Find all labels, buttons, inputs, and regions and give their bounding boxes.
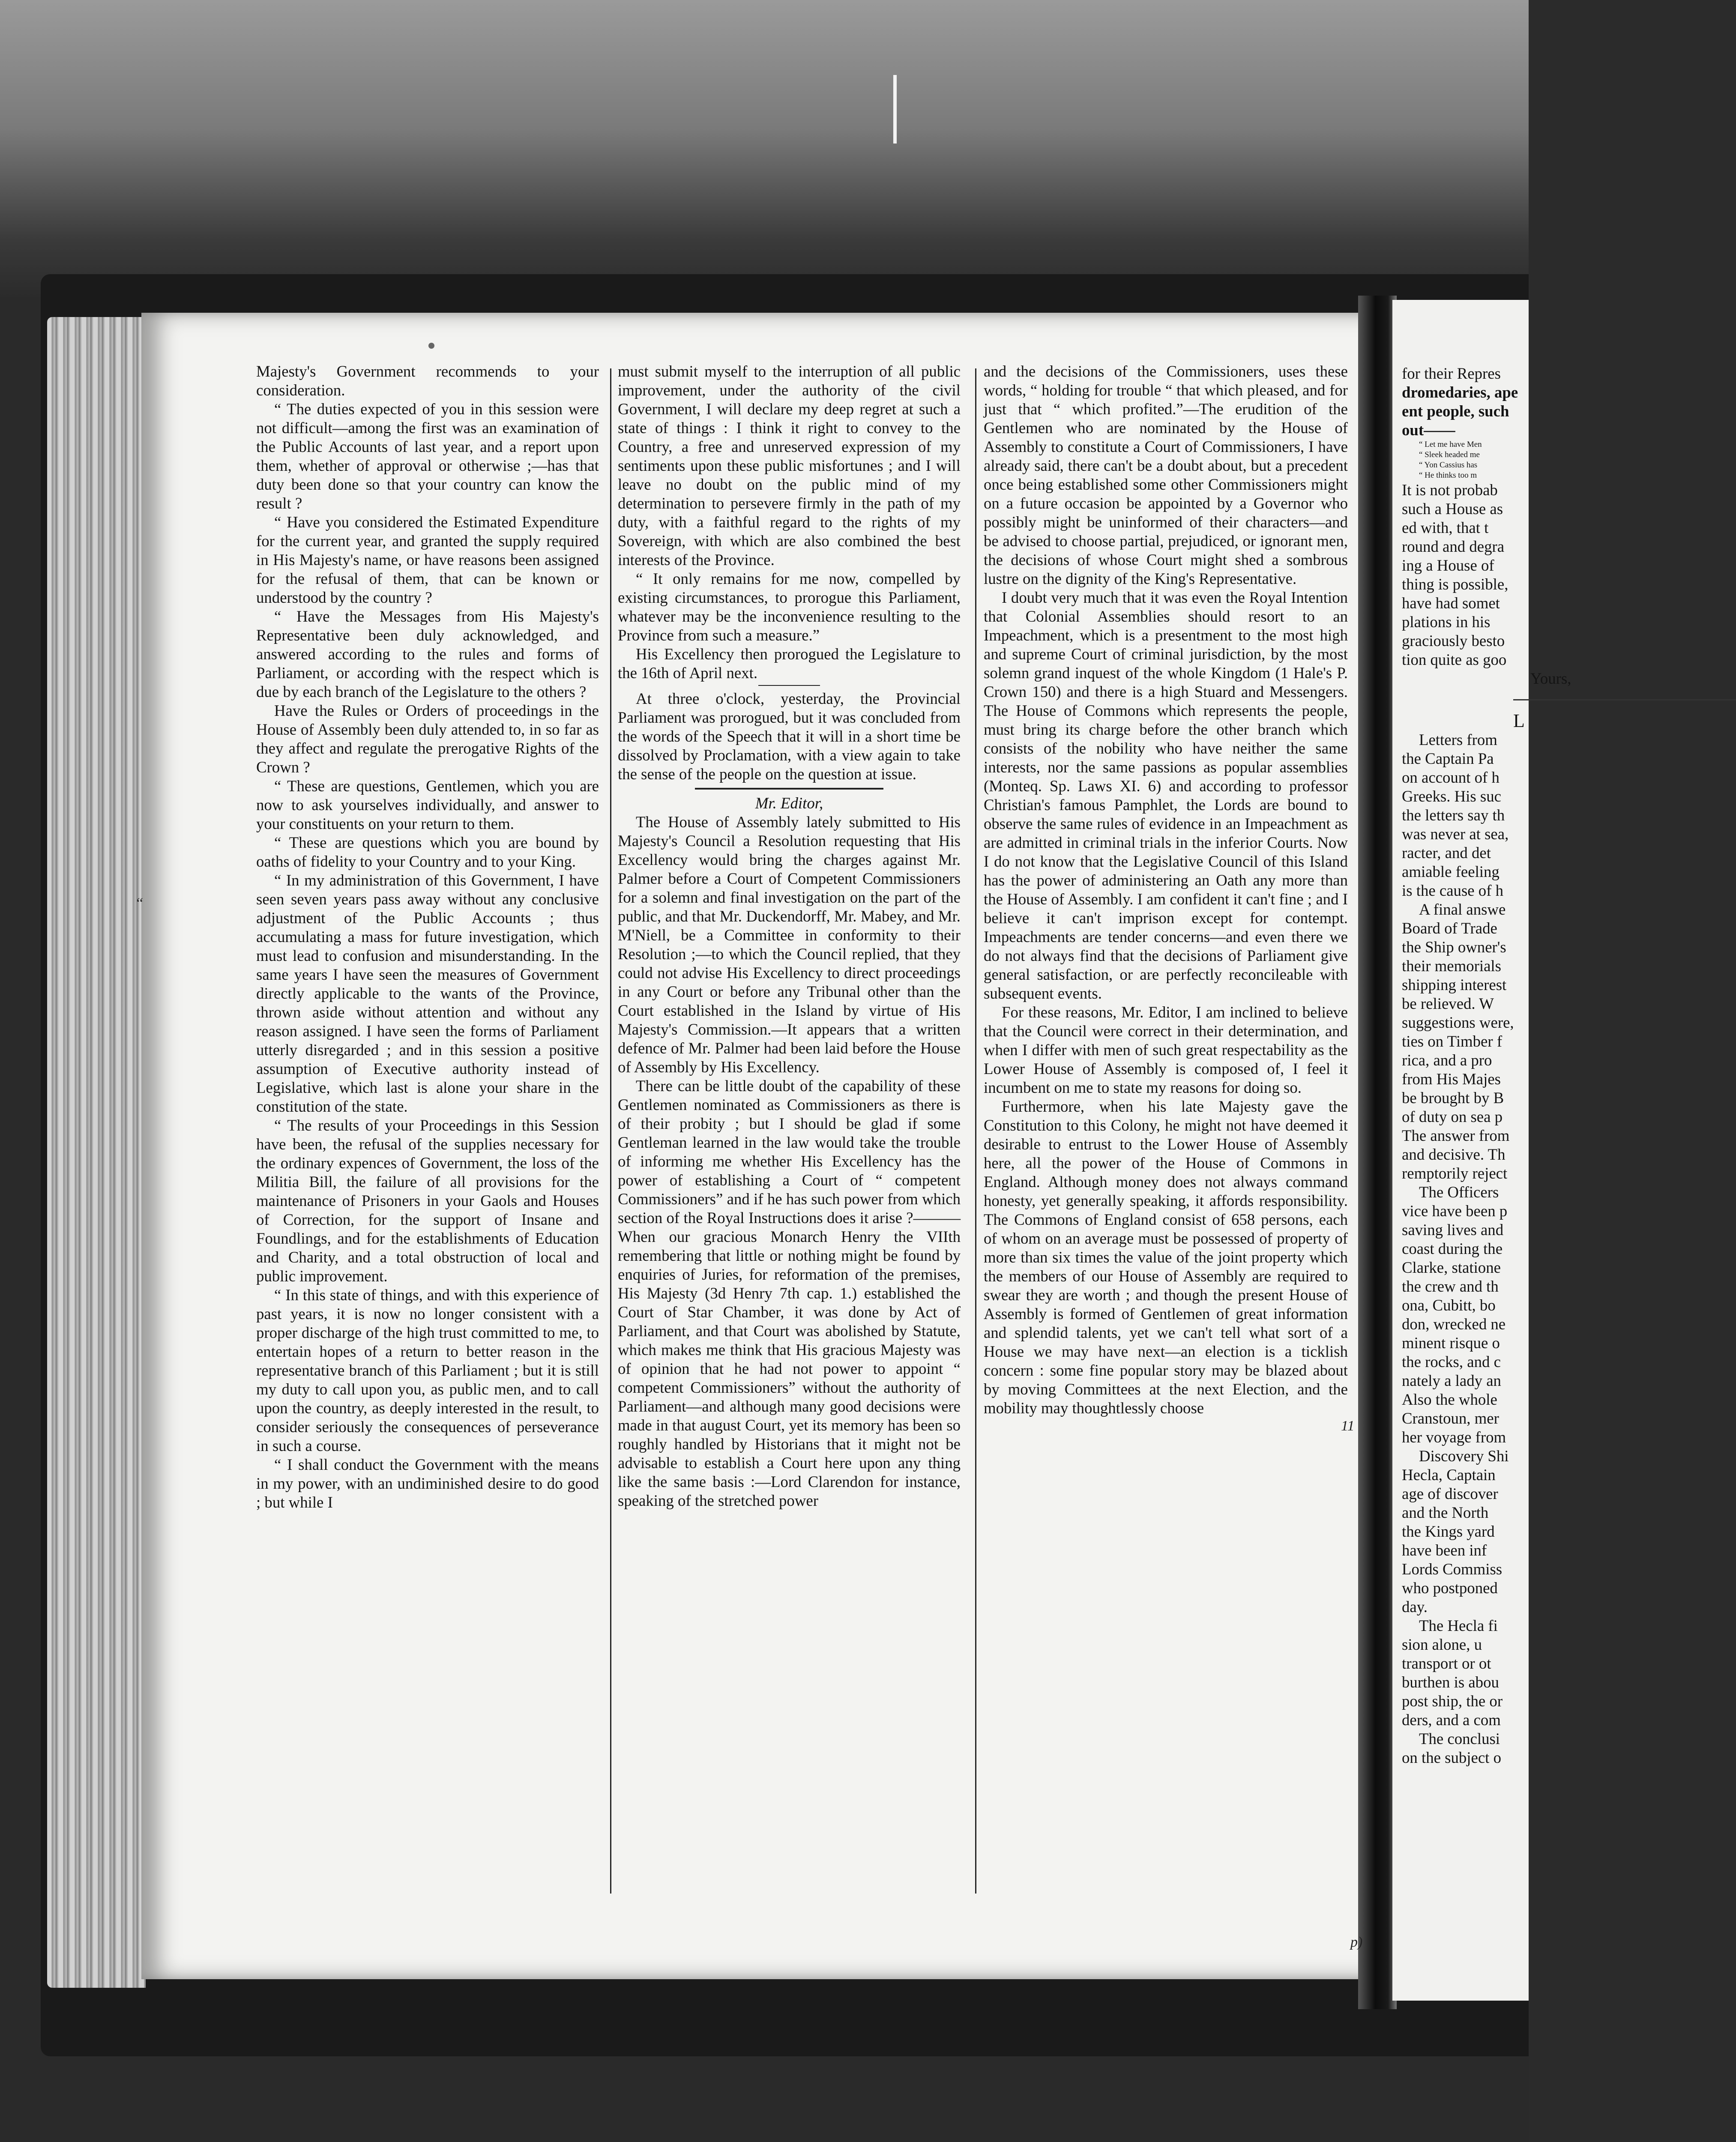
fragment-line: and the North — [1402, 1504, 1489, 1521]
fragment-line: was never at sea, — [1402, 825, 1509, 843]
fragment-line: minent risque o — [1402, 1334, 1500, 1352]
book-gutter — [1358, 296, 1397, 2009]
page-edges — [47, 317, 146, 1988]
paragraph: must submit myself to the interruption of all public improvement, under the authority of the civil Government, I will declare my deep regret at such a state of things : I think it right to convey to the Country, a free and unreserved expression of my sentiments upon these public misfortunes ; and I will leave no doubt on the public mind of my determination to persevere firmly in the path of my duty, with a faithful regard to the rights of my Sovereign, with which are also combined the best interests of the Province. — [618, 362, 961, 568]
fragment-line: transport or ot — [1402, 1654, 1491, 1672]
fragment-line: out—— — [1402, 421, 1455, 439]
fragment-line: have had somet — [1402, 594, 1500, 612]
fragment-line: such a House as — [1402, 500, 1503, 518]
text-column-3 — [984, 362, 1348, 1909]
fragment-line: the crew and th — [1402, 1277, 1499, 1295]
fragment-line: The answer from — [1402, 1127, 1510, 1144]
fragment-line: dromedaries, ape — [1402, 383, 1518, 401]
fragment-line: tion quite as goo — [1402, 651, 1507, 668]
fragment-line: Board of Trade — [1402, 919, 1497, 937]
paragraph: “ Have you considered the Estimated Expenditure for the current year, and granted the supply required in His Majesty's name, or have reasons been assigned for the refusal of them, that can be known or understood by the country ? — [256, 513, 599, 606]
fragment-line: Lords Commiss — [1402, 1560, 1503, 1578]
fragment-line: The Officers — [1419, 1183, 1499, 1201]
fragment-line: Discovery Shi — [1419, 1447, 1509, 1465]
letter-salutation: Mr. Editor, — [755, 794, 823, 812]
fragment-line: The Hecla fi — [1419, 1617, 1498, 1634]
fragment-line: post ship, the or — [1402, 1692, 1503, 1710]
fragment-line: be brought by B — [1402, 1089, 1504, 1107]
fragment-line: The conclusi — [1419, 1730, 1500, 1747]
paragraph: “ I shall conduct the Government with the means in my power, with an undiminished desire to do good ; but while I — [256, 1456, 599, 1511]
fragment-line: ders, and a com — [1402, 1711, 1501, 1729]
fragment-line: Cranstoun, mer — [1402, 1409, 1499, 1427]
text-column-1 — [256, 362, 599, 1909]
fragment-line: “ He thinks too m — [1419, 471, 1477, 480]
paragraph: Furthermore, when his late Majesty gave the Constitution to this Colony, he might not have deemed it desirable to entrust to the Lower House of Assembly here, all the power of the House of Commons in England. Although money does not always command honesty, yet generally speaking, it affords responsibility. The Commons of England consist of 658 persons, each of whom on an average must be possessed of property of more than six times the value of the joint property which the members of our House of Assembly are required to swear they are worth ; and though the present House of Assembly is formed of Gentlemen of great information and splendid talents, yet we can't tell what sort of a House we may have next—an election is a ticklish concern : some fine popular story may be blazed about by moving Committees at the next Election, and the mobility may thoughtlessly choose — [984, 1098, 1348, 1417]
paragraph: “ These are questions, Gentlemen, which you are now to ask yourselves individually, and answer to your constituents on your return to them. — [256, 777, 599, 832]
fragment-line: graciously besto — [1402, 632, 1505, 649]
fragment-line: her voyage from — [1402, 1428, 1506, 1446]
fragment-line: amiable feeling — [1402, 863, 1500, 880]
section-rule — [695, 788, 883, 790]
fragment-line: saving lives and — [1402, 1221, 1504, 1239]
section-rule — [1513, 699, 1736, 700]
fragment-line: on account of h — [1402, 769, 1500, 786]
paragraph: Have the Rules or Orders of proceedings in the House of Assembly been duly attended to, in so far as they affect and regulate the prerogative Rights of the Crown ? — [256, 702, 599, 776]
paragraph: There can be little doubt of the capability of these Gentlemen nominated as Commissioners as there is of their probity ; but I should be glad if some Gentleman learned in the law would take the trouble of informing me whether His Excellency has the power of establishing a Court of “ competent Commissioners” and if he has such power from which section of the Royal Instructions does it arise ?——— When our gracious Monarch Henry the VIIth remembering that little or nothing might be found by enquiries of Juries, for reformation of the premises, His Majesty (3d Henry 7th cap. 1.) established the Court of Star Chamber, it was done by Act of Parliament, and that Court was abolished by Statute, which makes me think that His gracious Majesty was of opinion that he had not power to appoint “ competent Commissioners” without the authority of Parliament—and although many good decisions were made in that august Court, yet its memory has been so roughly handled by Historians that it might not be advisable to establish a Court here upon any thing like the same basis :—Lord Clarendon for instance, speaking of the stretched power — [618, 1077, 961, 1509]
paragraph: “ In my administration of this Government, I have seen seven years pass away without any conclusive adjustment of the Public Accounts ; thus accumulating a mass for future investigation, which must lead to confusion and misunderstanding. In the same years I have seen the measures of Government directly applicable to the wants of the Province, thrown aside without attention and without any reason assigned. I have seen the forms of Parliament utterly disregarded ; and in this session a positive assumption of Executive authority instead of Legislative, which last is alone your share in the constitution of the state. — [256, 871, 599, 1115]
fragment-line: racter, and det — [1402, 844, 1491, 862]
fragment-line: for their Repres — [1402, 365, 1501, 382]
text-column-2 — [618, 362, 961, 1909]
fragment-line: burthen is abou — [1402, 1673, 1499, 1691]
fragment-line: Clarke, statione — [1402, 1259, 1501, 1276]
fragment-line: of duty on sea p — [1402, 1108, 1503, 1125]
fragment-line: age of discover — [1402, 1485, 1498, 1502]
fragment-line: ent people, such — [1402, 402, 1509, 420]
paragraph: and the decisions of the Commissioners, uses these words, “ holding for trouble “ that which pleased, and for just that “ which profited.”—The erudition of the Gentlemen who are nominated by the House of Assembly to constitute a Court of Commissioners, I have already said, there can't be a doubt about, but a precedent once being established some other Commissioners might on a future occasion be appointed by a Governor who possibly might be uninformed of their characters—and be advised to choose partial, prejudiced, or ignorant men, the decisions of whose Court might shed a sombrous lustre on the dignity of the King's Representative. — [984, 362, 1348, 587]
fragment-line: is the cause of h — [1402, 882, 1504, 899]
fragment-line: Yours, — [1530, 670, 1571, 687]
paragraph: At three o'clock, yesterday, the Provincial Parliament was prorogued, but it was concluded from the words of the Speech that it will in a short time be dissolved by Proclamation, with a view again to take the sense of the people on the question at issue. — [618, 690, 961, 783]
scan-mark — [893, 75, 897, 144]
facing-page-fragment — [1392, 300, 1571, 2001]
fragment-line: coast during the — [1402, 1240, 1503, 1257]
fragment-line: who postponed — [1402, 1579, 1498, 1597]
fragment-line: vice have been p — [1402, 1202, 1508, 1220]
fragment-line: the letters say th — [1402, 806, 1505, 824]
fragment-line: ed with, that t — [1402, 519, 1489, 536]
ink-spot — [428, 343, 434, 349]
fragment-line: round and degra — [1402, 538, 1505, 555]
fragment-line: “ Sleek headed me — [1419, 450, 1480, 459]
margin-mark: p) — [1350, 1934, 1363, 1950]
fragment-line: Hecla, Captain — [1402, 1466, 1496, 1484]
paragraph: “ It only remains for me now, compelled by existing circumstances, to prorogue this Parliament, whatever may be the inconvenience resulting to the Province from such a measure.” — [618, 570, 961, 644]
margin-mark: 11 — [1341, 1418, 1355, 1434]
paragraph: “ In this state of things, and with this experience of past years, it is now no longer consistent with a proper discharge of the high trust committed to me, to entertain hopes of a return to better reason in the representative branch of this Parliament ; but it is still my duty to call upon you, as public men, and to call upon the country, as deeply interested in the result, to consider seriously the consequences of perseverance in such a course. — [256, 1286, 599, 1454]
fragment-line: remptorily reject — [1402, 1164, 1508, 1182]
margin-mark: ‘‘ — [135, 895, 143, 911]
paragraph: I doubt very much that it was even the Royal Intention that Colonial Assemblies should resort to an Impeachment, which is a presentment to the most high and supreme Court of criminal jurisdiction, by the most solemn grand inquest of the whole Kingdom (1 Hale's P. Crown 150) and there is a high Stuard and Messengers. The House of Commons which represents the people, must bring its charge before the other branch which consists of the nobility who have neither the same interests, nor the same passions as popular assemblies (Monteq. Sp. Laws XI. 6) and according to professor Christian's famous Pamphlet, the Lords are bound to observe the same rules of evidence in an Impeachment as are admitted in criminal trials in the inferior Courts. Now I do not know that the Legislative Council of this Island has the power of administering an Oath any more than the House of Assembly. I am confident it can't fine ; and I believe it can't imprison except for contempt. Impeachments are tender concerns—and even there we do not always find that the decisions of Parliament give general satisfaction, or are perfectly reconcileable with subsequent events. — [984, 589, 1348, 1002]
fragment-line: the Captain Pa — [1402, 750, 1494, 767]
fragment-line: “ Let me have Men — [1419, 440, 1482, 449]
fragment-line: the Ship owner's — [1402, 938, 1506, 956]
paragraph: Majesty's Government recommends to your consideration. — [256, 362, 599, 399]
fragment-line: have been inf — [1402, 1541, 1487, 1559]
fragment-line: “ Yon Cassius has — [1419, 461, 1478, 470]
fragment-line: be relieved. W — [1402, 995, 1494, 1012]
fragment-line: on the subject o — [1402, 1749, 1501, 1766]
fragment-line: the rocks, and c — [1402, 1353, 1501, 1370]
fragment-line: A final answe — [1419, 900, 1506, 918]
fragment-line: ona, Cubitt, bo — [1402, 1296, 1496, 1314]
fragment-line: Letters from — [1419, 731, 1497, 748]
fragment-line: the Kings yard — [1402, 1523, 1495, 1540]
fragment-line: It is not probab — [1402, 481, 1498, 499]
fragment-line: rica, and a pro — [1402, 1051, 1492, 1069]
fragment-line: L — [1513, 710, 1525, 731]
paragraph: For these reasons, Mr. Editor, I am inclined to believe that the Council were correct in their determination, and when I differ with men of such great respectability as the Lower House of Assembly is composed of, I feel it incumbent on me to state my reasons for doing so. — [984, 1003, 1348, 1096]
fragment-line: shipping interest — [1402, 976, 1507, 993]
fragment-line: ties on Timber f — [1402, 1032, 1503, 1050]
fragment-line: their memorials — [1402, 957, 1501, 975]
fragment-line: suggestions were, — [1402, 1014, 1514, 1031]
paragraph: “ The results of your Proceedings in this Session have been, the refusal of the supplies necessary for the ordinary expences of Government, the loss of the Militia Bill, the failure of all provisions for the maintenance of Prisoners in your Gaols and Houses of Correction, for the support of Insane and Foundlings, and for the establishments of Education and Charity, and a total obstruction of local and public improvement. — [256, 1116, 599, 1285]
paragraph: “ These are questions which you are bound by oaths of fidelity to your Country and to your King. — [256, 834, 599, 870]
fragment-line: thing is possible, — [1402, 575, 1509, 593]
column-rule — [610, 368, 611, 1894]
fragment-line: plations in his — [1402, 613, 1491, 631]
fragment-line: Also the whole — [1402, 1391, 1497, 1408]
section-rule — [758, 685, 820, 686]
fragment-line: and decisive. Th — [1402, 1146, 1506, 1163]
paragraph: The House of Assembly lately submitted to His Majesty's Council a Resolution requesting that His Excellency would bring the charges against Mr. Palmer before a Court of Competent Commissioners for a solemn and final investigation on the part of the public, and that Mr. Duckendorff, Mr. Mabey, and Mr. M'Niell, be a Committee in conformity to their Resolution ;—to which the Council replied, that they could not advise His Excellency to direct proceedings in any Court or before any Tribunal other than the Court established in the Island by virtue of His Majesty's Commission.—It appears that a written defence of Mr. Palmer had been laid before the House of Assembly by His Excellency. — [618, 813, 961, 1076]
paragraph: “ The duties expected of you in this session were not difficult—among the first was an examination of the Public Accounts of last year, and a report upon them, whether of approval or otherwise ;—has that duty been done so that your country can know the result ? — [256, 400, 599, 512]
paragraph: “ Have the Messages from His Majesty's Representative been duly acknowledged, and answered according to the rules and forms of Parliament, or according with the respect which is due by each branch of the Legislature to the others ? — [256, 607, 599, 700]
column-rule — [975, 368, 976, 1894]
paragraph: His Excellency then prorogued the Legislature to the 16th of April next. — [618, 645, 961, 682]
fragment-line: sion alone, u — [1402, 1636, 1482, 1653]
fragment-line: nately a lady an — [1402, 1372, 1501, 1389]
fragment-line: ing a House of — [1402, 556, 1494, 574]
fragment-line: day. — [1402, 1598, 1428, 1615]
fragment-line: Greeks. His suc — [1402, 787, 1501, 805]
fragment-line: don, wrecked ne — [1402, 1315, 1506, 1333]
fragment-line: from His Majes — [1402, 1070, 1501, 1088]
facing-page-text — [1402, 364, 1571, 1949]
